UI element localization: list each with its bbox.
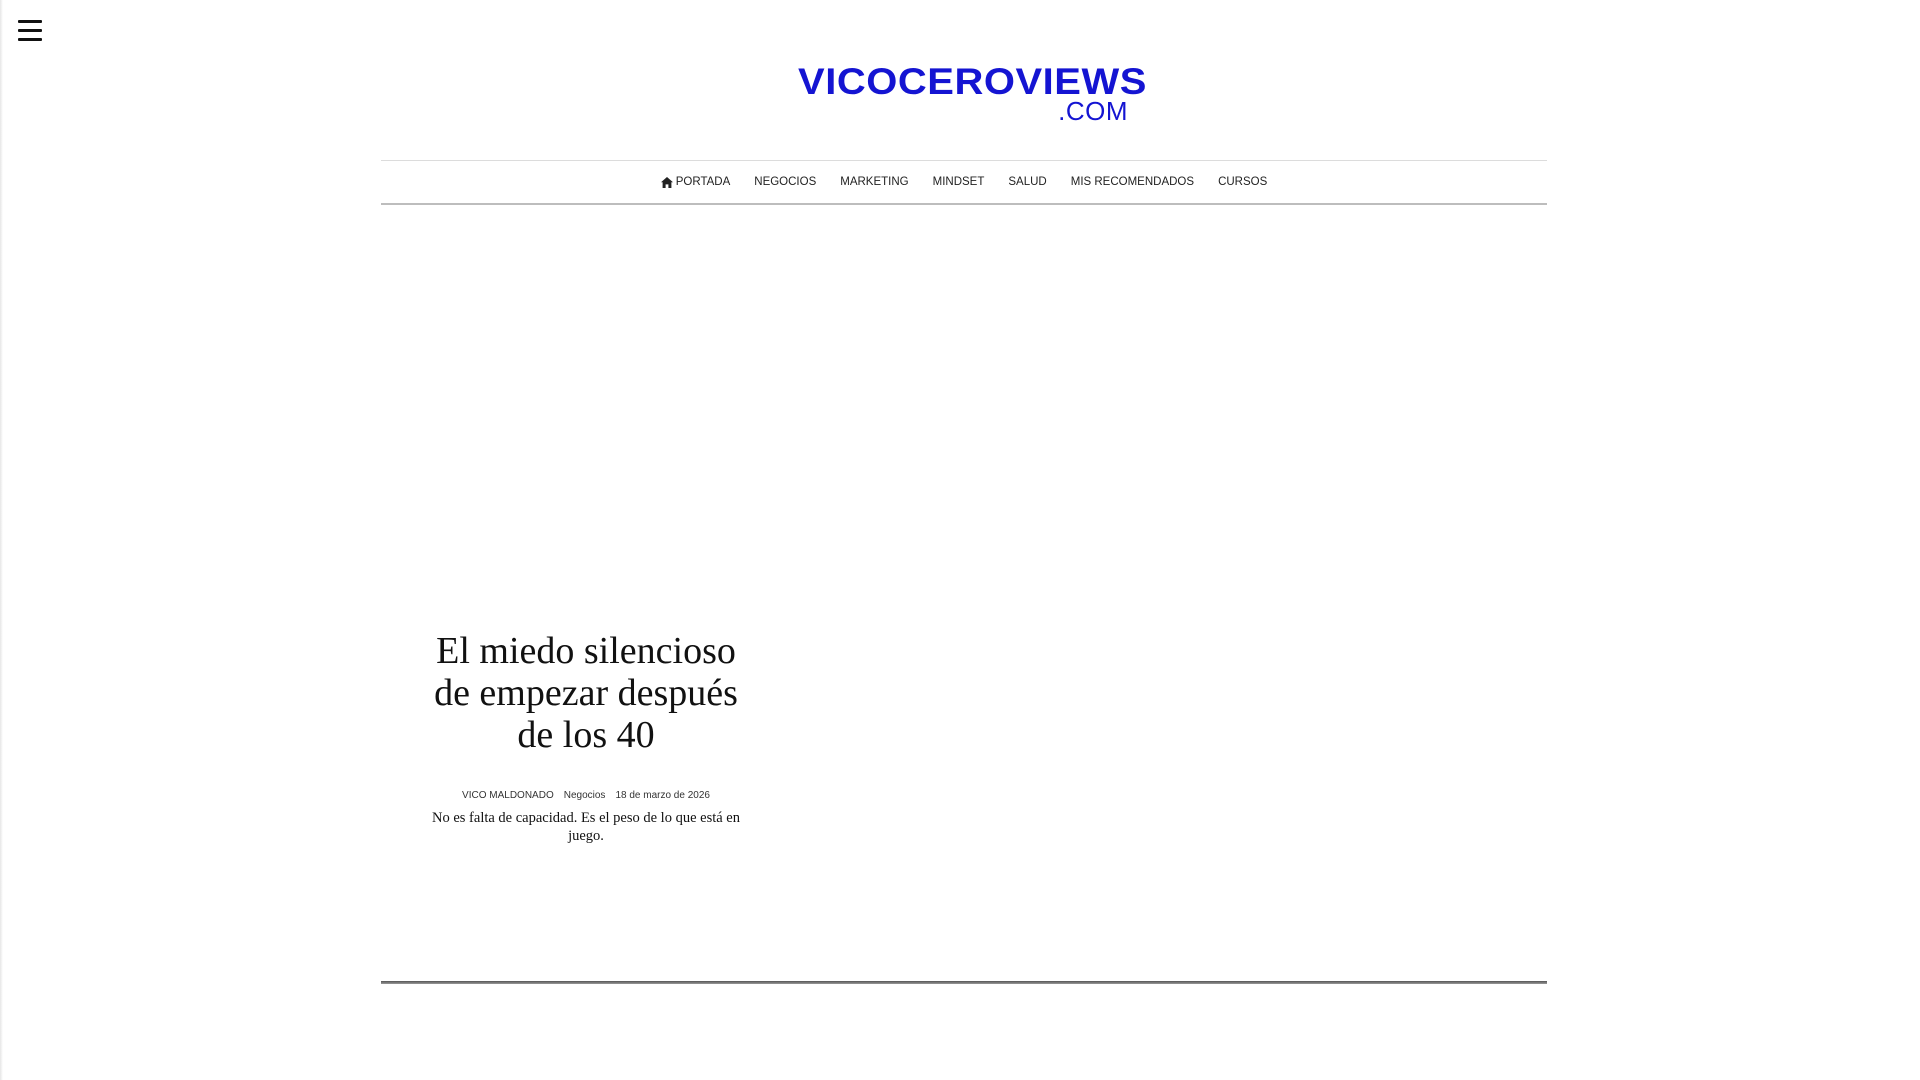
logo-main-text: VICOCEROVIEWS <box>798 61 1147 102</box>
nav-item-label: NEGOCIOS <box>754 176 817 188</box>
nav-item-label: MINDSET <box>932 176 985 188</box>
nav-item-label: PORTADA <box>675 176 731 188</box>
article-title-link[interactable]: El miedo silencioso de empezar después de los 40 <box>434 630 738 756</box>
nav-item-portada[interactable] <box>661 176 731 188</box>
nav-item-label: CURSOS <box>1218 176 1268 188</box>
nav-item-cursos[interactable] <box>1218 176 1267 188</box>
home-icon <box>661 177 673 188</box>
nav-item-marketing[interactable] <box>840 176 908 188</box>
article-meta <box>406 790 766 801</box>
section-divider <box>381 981 1547 984</box>
nav-item-label: MARKETING <box>840 176 909 188</box>
article-date: 18 de marzo de 2026 <box>615 790 710 801</box>
nav-item-negocios[interactable] <box>754 176 816 188</box>
featured-article <box>406 630 766 845</box>
site-logo[interactable] <box>798 61 1147 126</box>
nav-item-mis-recomendados[interactable] <box>1071 176 1194 188</box>
main-navigation <box>381 160 1547 205</box>
article-author-link[interactable]: VICO MALDONADO <box>462 790 554 801</box>
left-edge-shadow <box>0 0 3 1080</box>
nav-item-mindset[interactable] <box>933 176 985 188</box>
article-category-link[interactable]: Negocios <box>563 790 606 801</box>
article-excerpt: No es falta de capacidad. Es el peso de lo que está en juego. <box>432 810 740 844</box>
nav-item-label: MIS RECOMENDADOS <box>1070 176 1195 188</box>
nav-item-salud[interactable] <box>1008 176 1046 188</box>
nav-item-label: SALUD <box>1008 176 1047 188</box>
logo-sub-text: .COM <box>1058 96 1128 126</box>
hamburger-menu-icon[interactable] <box>18 20 42 42</box>
